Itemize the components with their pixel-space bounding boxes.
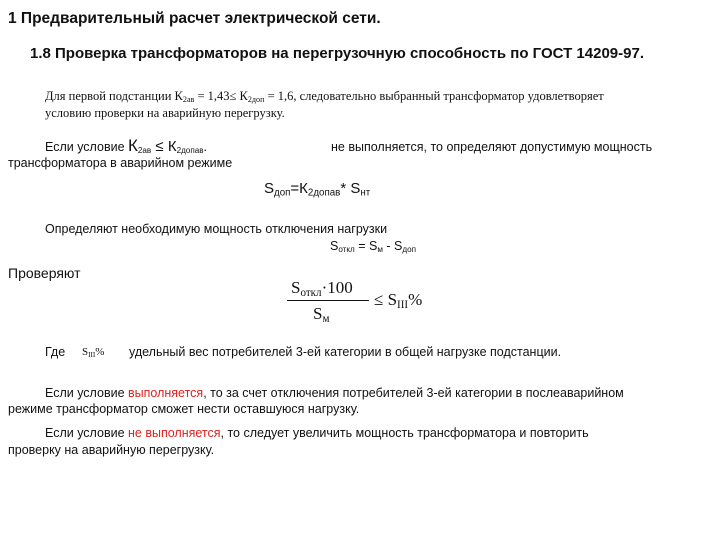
paragraph-line-1: Для первой подстанции $К_{2ав} = 1,43\le К_{2доп} = 1,6$, следовательно выбранный трансформатор удовлетворяет — [45, 89, 604, 105]
determine-text: Определяют необходимую мощность отключения нагрузки — [45, 222, 388, 236]
condition-line-1: Если условие $К_{2ав} \le К_{2допав}$. — [45, 136, 208, 156]
fraction-bar — [287, 300, 369, 301]
case-condition-holds — [45, 385, 624, 402]
case-condition-fails: Если условие не выполняется, то следует увеличить мощность трансформатора и повторить — [45, 426, 589, 440]
keyword-holds: выполняется — [128, 386, 204, 400]
paragraph-first-substation — [45, 88, 604, 122]
subsection-title: 1.8 Проверка трансформаторов на перегрузочную способность по ГОСТ 14209-97. — [30, 45, 644, 62]
formula-allowed-power: $S_{доп}=К_{2допав}*$ $S_{нт}$ — [264, 180, 371, 199]
condition-line-2: трансформатора в аварийном режиме — [8, 156, 233, 170]
where-label: Где — [45, 345, 66, 359]
case-fails-line-2: проверку на аварийную перегрузку. — [8, 443, 215, 457]
where-symbol: $S_{III}\%$ — [82, 346, 105, 359]
section-title: 1 Предварительный расчет электрической сети. — [8, 10, 381, 27]
paragraph-line-2: условию проверки на аварийную перегрузку. — [45, 106, 285, 120]
where-text: удельный вес потребителей 3-ей категории в общей нагрузке подстанции. — [129, 345, 562, 359]
case-holds-line-1: Если условие выполняется, то за счет отключения потребителей 3-ей категории в послеаварийном — [45, 386, 624, 400]
check-word: Проверяют — [8, 265, 81, 281]
fraction-formula — [287, 278, 371, 328]
formula-disconnect-power: $S_{откл} = S_м - S_{доп}$ — [330, 239, 417, 255]
keyword-fails: не выполняется — [128, 426, 221, 440]
case-holds-line-2: режиме трансформатор сможет нести оставшуюся нагрузку. — [8, 402, 360, 416]
fraction-numerator: $S_{откл}\cdot 100$ — [291, 278, 353, 299]
condition-tail: не выполняется, то определяют допустимую мощность — [331, 140, 653, 154]
fraction-denominator: $S_м$ — [313, 304, 330, 325]
fraction-rhs: ≤ $S_{III}\%$ — [374, 290, 423, 311]
